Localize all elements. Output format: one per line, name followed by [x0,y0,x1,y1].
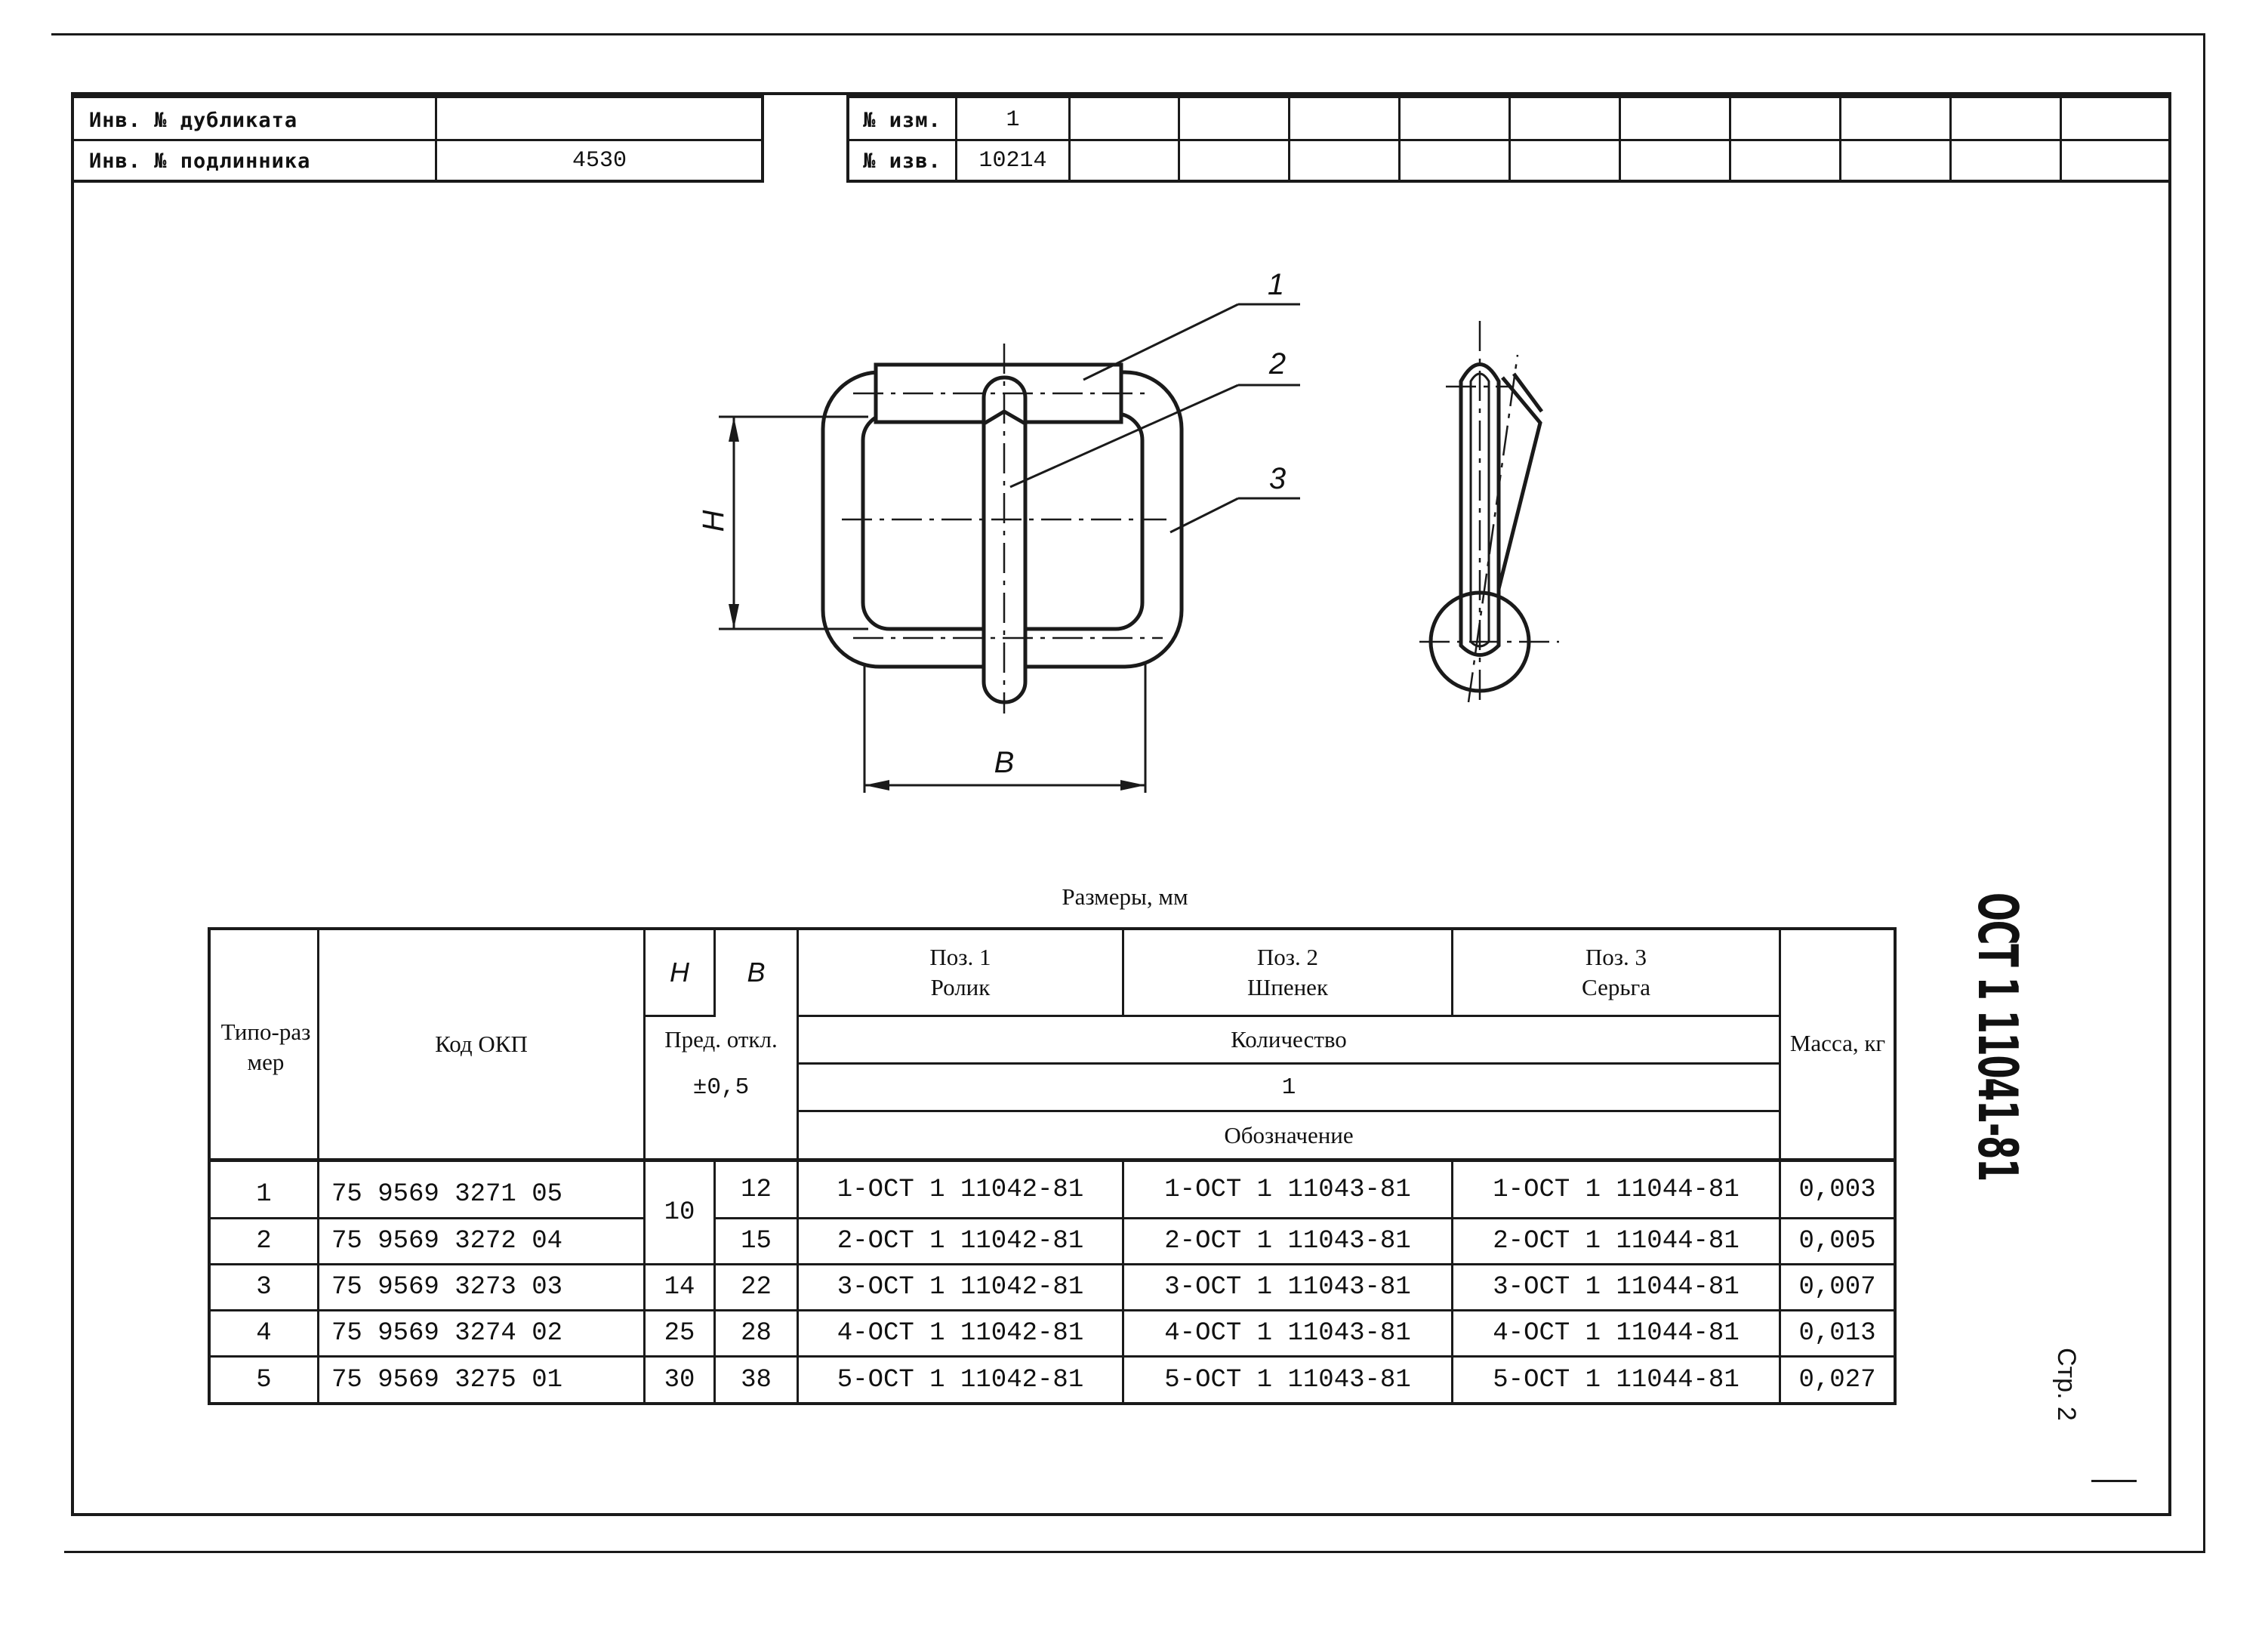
header-tolerance-label: Пред. откл. [664,1026,778,1053]
header-h: H [670,957,689,988]
callout-3: 3 [1268,462,1287,495]
inv-duplicate-label: Инв. № дубликата [89,108,298,132]
row3-pos3: 3-ОСТ 1 11044-81 [1493,1273,1740,1302]
dim-b-label: B [994,745,1015,779]
row5-pos2: 5-ОСТ 1 11043-81 [1164,1365,1411,1395]
header-quantity: Количество [1231,1026,1347,1053]
header-b: B [747,957,766,988]
row2-mass: 0,005 [1798,1227,1876,1256]
change-number-label: № изм. [863,108,941,132]
header-pos3-number: Поз. 3 [1585,944,1647,970]
row5-b: 38 [741,1365,772,1395]
row2-pos2: 2-ОСТ 1 11043-81 [1164,1227,1411,1256]
row4-mass: 0,013 [1798,1319,1876,1348]
row1-mass: 0,003 [1798,1175,1876,1204]
sizes-table [208,927,1897,1405]
row3-pos2: 3-ОСТ 1 11043-81 [1164,1273,1411,1302]
row3-b: 22 [741,1273,772,1302]
row1-2-h: 10 [664,1198,695,1227]
header-mass: Масса, кг [1789,1030,1886,1056]
row4-code: 75 9569 3274 02 [331,1319,563,1348]
row5-code: 75 9569 3275 01 [331,1365,563,1395]
row2-pos1: 2-ОСТ 1 11042-81 [837,1227,1084,1256]
header-pos1 [799,930,1122,1015]
header-tiporazmer: Типо-размер [220,1019,311,1075]
row2-code: 75 9569 3272 04 [331,1227,563,1256]
inv-original-label: Инв. № подлинника [89,149,311,173]
standard-number: ОСТ 1 11041-81 [1966,892,2029,1181]
header-pos2-number: Поз. 2 [1256,944,1319,970]
row1-pos2: 1-ОСТ 1 11043-81 [1164,1175,1411,1204]
row1-size: 1 [256,1180,272,1209]
row2-b: 15 [741,1227,772,1256]
notice-number-value: 10214 [978,148,1047,174]
row4-pos1: 4-ОСТ 1 11042-81 [837,1319,1084,1348]
dim-h-label: H [696,510,730,532]
row4-pos3: 4-ОСТ 1 11044-81 [1493,1319,1740,1348]
row5-h: 30 [664,1365,695,1395]
page-number: Стр. 2 [2052,1348,2081,1421]
row5-mass: 0,027 [1798,1365,1876,1395]
row3-code: 75 9569 3273 03 [331,1273,563,1302]
table-caption: Размеры, мм [1062,883,1188,910]
row1-code: 75 9569 3271 05 [331,1180,563,1209]
row1-b: 12 [741,1175,772,1204]
header-pos2 [1124,930,1451,1015]
header-designation: Обозначение [1224,1121,1354,1148]
header-quantity-value: 1 [1281,1074,1296,1101]
header-tolerance-value: ±0,5 [692,1074,750,1101]
header-pos1-number: Поз. 1 [929,944,991,970]
header-pos2-name: Шпенек [1247,974,1329,1000]
row1-pos3: 1-ОСТ 1 11044-81 [1493,1175,1740,1204]
row1-pos1: 1-ОСТ 1 11042-81 [837,1175,1084,1204]
callout-2: 2 [1268,347,1287,381]
row5-pos3: 5-ОСТ 1 11044-81 [1493,1365,1740,1395]
header-pos3-name: Серьга [1582,974,1650,1000]
row2-pos3: 2-ОСТ 1 11044-81 [1493,1227,1740,1256]
row3-size: 3 [256,1273,272,1302]
row4-size: 4 [256,1319,272,1348]
row5-size: 5 [256,1365,272,1395]
row3-h: 14 [664,1273,695,1302]
row5-pos1: 5-ОСТ 1 11042-81 [837,1365,1084,1395]
row2-size: 2 [256,1227,272,1256]
notice-number-label: № изв. [863,149,941,173]
inv-original-value: 4530 [572,148,627,174]
standard-designation [1966,892,2029,1524]
row3-mass: 0,007 [1798,1273,1876,1302]
row4-pos2: 4-ОСТ 1 11043-81 [1164,1319,1411,1348]
header-okp-code: Код ОКП [435,1031,528,1057]
callout-1: 1 [1267,268,1285,301]
side-stamp-underline [2091,1480,2137,1482]
row3-pos1: 3-ОСТ 1 11042-81 [837,1273,1084,1302]
change-number-value: 1 [1006,107,1020,133]
row4-h: 25 [664,1319,695,1348]
header-pos3 [1453,930,1779,1015]
header-pos1-name: Ролик [930,974,991,1000]
row4-b: 28 [741,1319,772,1348]
